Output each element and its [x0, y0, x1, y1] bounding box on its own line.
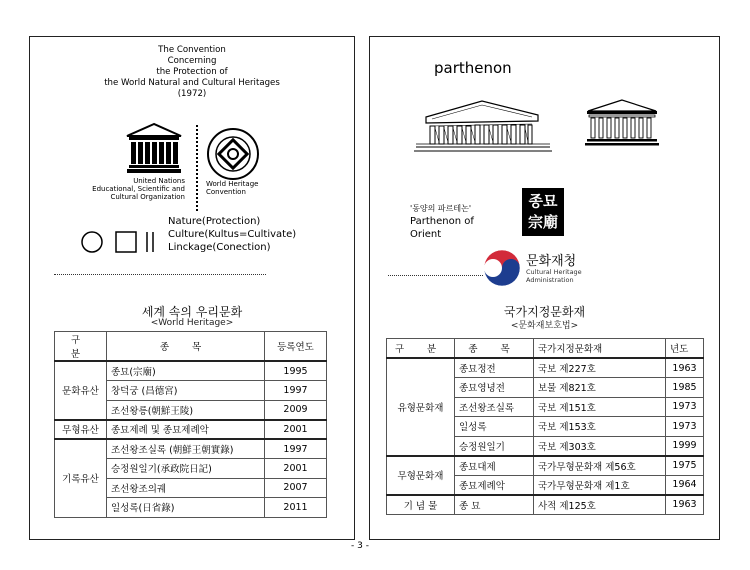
parthenon-line-icon — [584, 97, 660, 147]
year-cell: 1963 — [666, 358, 704, 378]
table-cell: 창덕궁 (昌德宮) — [107, 381, 265, 401]
table-cell: 일성록(日省錄) — [107, 498, 265, 518]
column-header: 구 분 — [55, 332, 107, 362]
table-cell: 승정원일기 — [455, 436, 534, 456]
year-cell: 2001 — [265, 420, 327, 440]
table-cell: 종묘(宗廟) — [107, 361, 265, 381]
table-row — [55, 439, 327, 459]
table-cell: 사적 제125호 — [534, 495, 666, 515]
table-row — [387, 456, 704, 476]
convention-line: The Convention — [158, 45, 226, 55]
caption-line: World Heritage — [206, 180, 259, 188]
logo-divider — [196, 125, 198, 211]
parthenon-sketch-image — [412, 95, 554, 155]
jongmyo-box — [522, 188, 564, 236]
year-cell: 1985 — [666, 378, 704, 398]
unesco-logo — [125, 122, 183, 174]
table-cell: 보물 제821호 — [534, 378, 666, 398]
dotted-separator — [388, 275, 483, 276]
section-title: 국가지정문화재 — [503, 305, 586, 319]
year-cell: 1995 — [265, 361, 327, 381]
world-heritage-emblem-icon — [206, 127, 260, 181]
right-page — [369, 36, 720, 540]
year-cell: 2009 — [265, 400, 327, 420]
dotted-separator — [54, 274, 266, 275]
table-cell: 종묘정전 — [455, 358, 534, 378]
column-header: 국가지정문화재 — [534, 339, 666, 359]
cultural-heritage-name: 문화재청 — [526, 254, 577, 269]
circle-icon — [82, 232, 102, 252]
convention-line: (1972) — [177, 89, 207, 99]
category-cell: 기록유산 — [55, 439, 107, 517]
table-cell: 종묘제례 및 종묘제례악 — [107, 420, 265, 440]
table-cell: 국보 제227호 — [534, 358, 666, 378]
caption-line: Educational, Scientific and — [92, 185, 185, 193]
jongmyo-korean: 종묘 — [528, 192, 558, 210]
caption-line: Convention — [206, 188, 246, 196]
table-header-row — [387, 339, 704, 359]
convention-heading — [30, 45, 354, 100]
table-cell: 국가무형문화재 제1호 — [534, 475, 666, 495]
year-cell: 1975 — [666, 456, 704, 476]
table-cell: 조선왕조실록 — [455, 397, 534, 417]
table-cell: 조선왕조실록 (朝鮮王朝實錄) — [107, 439, 265, 459]
legend-line: Linckage(Conection) — [168, 242, 271, 253]
year-cell: 1973 — [666, 397, 704, 417]
national-heritage-table — [386, 338, 704, 515]
caption-line: United Nations — [133, 177, 185, 185]
table-cell: 일성록 — [455, 417, 534, 437]
category-cell: 유형문화재 — [387, 358, 455, 456]
column-header: 종 목 — [107, 332, 265, 362]
table-cell: 종 묘 — [455, 495, 534, 515]
convention-line: the Protection of — [156, 67, 228, 77]
convention-line: the World Natural and Cultural Heritages — [104, 78, 280, 88]
year-cell: 2011 — [265, 498, 327, 518]
category-cell: 무형문화재 — [387, 456, 455, 495]
year-cell: 1964 — [666, 475, 704, 495]
legend-line: Culture(Kultus=Cultivate) — [168, 229, 297, 240]
table-cell: 승정원일기(承政院日記) — [107, 459, 265, 479]
section-title: 세계 속의 우리문화 — [141, 305, 243, 319]
category-cell: 문화유산 — [55, 361, 107, 420]
text-line: Parthenon of — [410, 216, 474, 227]
whc-caption — [206, 180, 258, 196]
table-header-row — [55, 332, 327, 362]
year-cell: 1997 — [265, 439, 327, 459]
caption-line: Cultural Organization — [110, 193, 185, 201]
legend-line: Nature(Protection) — [168, 216, 261, 227]
world-heritage-table — [54, 331, 327, 518]
text-line: Administration — [526, 276, 574, 284]
year-cell: 2007 — [265, 478, 327, 498]
section-subtitle: <World Heritage> — [150, 318, 234, 328]
table-cell: 국보 제303호 — [534, 436, 666, 456]
column-header: 종 목 — [455, 339, 534, 359]
table-cell: 종묘영녕전 — [455, 378, 534, 398]
category-cell: 무형유산 — [55, 420, 107, 440]
table-row — [55, 420, 327, 440]
legend-text — [168, 215, 296, 254]
table-row — [387, 495, 704, 515]
jongmyo-hanja: 宗廟 — [527, 213, 558, 231]
year-cell: 1999 — [666, 436, 704, 456]
unesco-columns — [131, 142, 178, 164]
cultural-heritage-english — [526, 268, 582, 284]
unesco-caption — [65, 177, 185, 201]
square-icon — [116, 232, 136, 252]
section-subtitle: <문화재보호법> — [510, 321, 579, 331]
column-header: 등록연도 — [265, 332, 327, 362]
year-cell: 1973 — [666, 417, 704, 437]
convention-line: Concerning — [167, 56, 217, 66]
table-row — [387, 358, 704, 378]
text-line: '동양의 파르테논' — [410, 204, 472, 213]
table-cell: 국보 제153호 — [534, 417, 666, 437]
left-page — [29, 36, 355, 540]
table-row — [55, 361, 327, 381]
text-line: Cultural Heritage — [526, 268, 582, 276]
table-cell: 조선왕릉(朝鮮王陵) — [107, 400, 265, 420]
table-cell: 조선왕조의궤 — [107, 478, 265, 498]
year-cell: 1997 — [265, 381, 327, 401]
page-number: - 3 - — [351, 541, 369, 551]
table-cell: 국가무형문화재 제56호 — [534, 456, 666, 476]
orient-parthenon-text — [410, 202, 474, 241]
text-line: Orient — [410, 229, 442, 240]
table-cell: 종묘제례악 — [455, 475, 534, 495]
table-cell: 종묘대제 — [455, 456, 534, 476]
year-cell: 1963 — [666, 495, 704, 515]
column-header: 구 분 — [387, 339, 455, 359]
category-cell: 기 념 물 — [387, 495, 455, 515]
column-header: 년도 — [666, 339, 704, 359]
table-cell: 국보 제151호 — [534, 397, 666, 417]
parthenon-title: parthenon — [434, 59, 512, 77]
cultural-heritage-emblem-icon — [482, 248, 522, 288]
legend-symbols — [80, 230, 160, 254]
year-cell: 2001 — [265, 459, 327, 479]
